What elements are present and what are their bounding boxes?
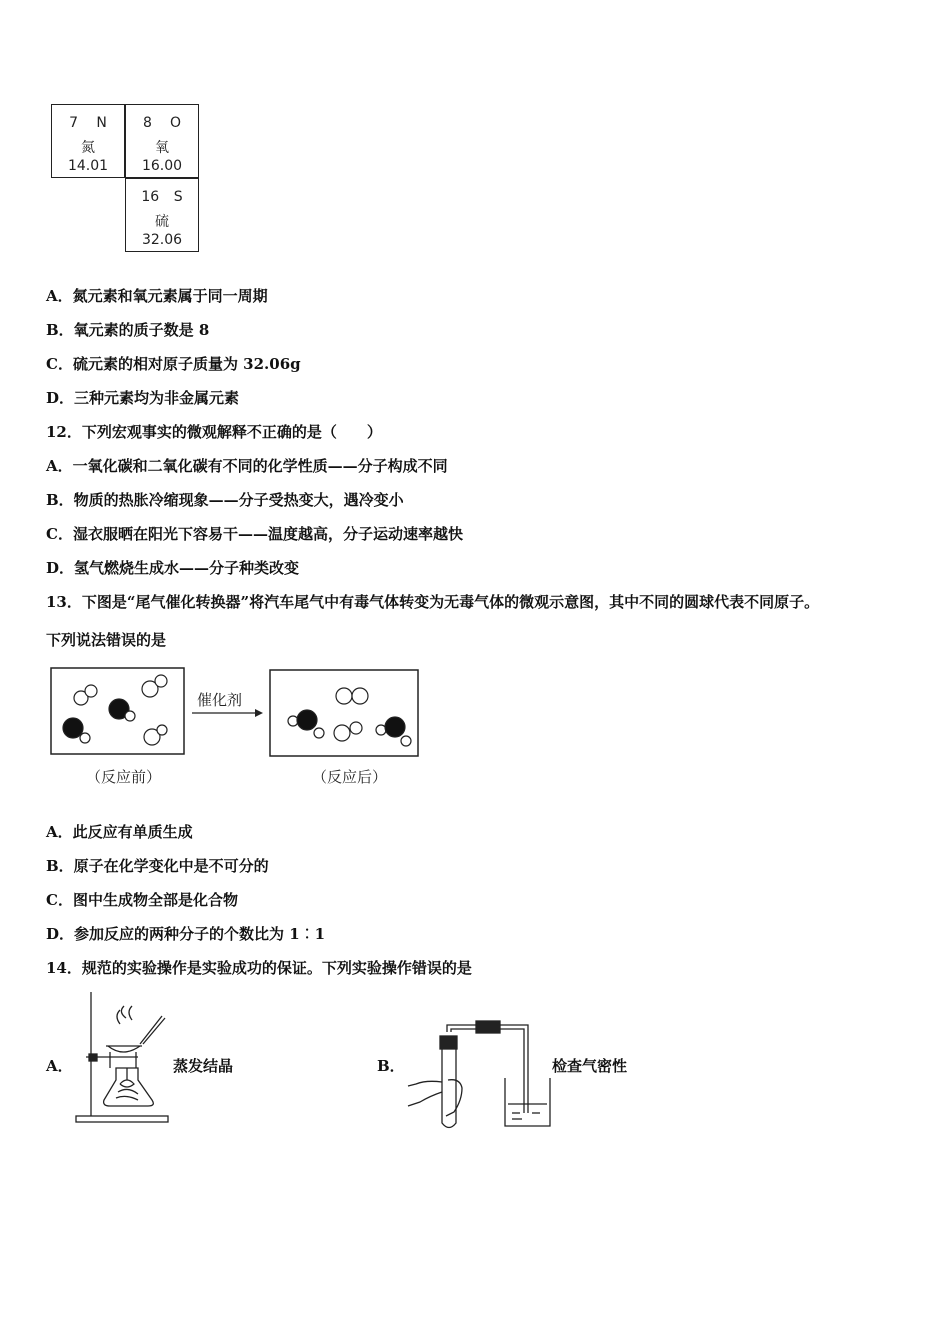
q12-stem: 12．下列宏观事实的微观解释不正确的是（ ） — [46, 423, 382, 441]
q11-option-c: C．硫元素的相对原子质量为 32.06g — [46, 355, 301, 373]
q14-option-b-letter: B． — [377, 1057, 405, 1075]
q13-stem-line1: 13．下图是“尾气催化转换器”将汽车尾气中有毒气体转变为无毒气体的微观示意图，其中不同的圆球代表不同原子。 — [46, 593, 820, 611]
q12-option-c: C．湿衣服晒在阳光下容易干——温度越高，分子运动速率越快 — [46, 525, 463, 543]
q12-option-d: D．氢气燃烧生成水——分子种类改变 — [46, 559, 300, 577]
element-cell-oxygen — [125, 104, 199, 178]
before-caption: （反应前） — [86, 768, 162, 786]
element-symbol: N — [96, 115, 107, 131]
q13-option-d: D．参加反应的两种分子的个数比为 1︰1 — [46, 925, 326, 943]
q11-option-d: D．三种元素均为非金属元素 — [46, 389, 240, 407]
q12-option-a: A．一氧化碳和二氧化碳有不同的化学性质——分子构成不同 — [46, 457, 448, 475]
catalyst-label: 催化剂 — [197, 691, 243, 709]
q12-option-b: B．物质的热胀冷缩现象——分子受热变大，遇冷变小 — [46, 491, 404, 509]
atomic-number: 8 — [143, 115, 152, 131]
airtightness-check-illustration — [402, 1018, 557, 1133]
after-box — [270, 670, 418, 756]
element-symbol: O — [169, 115, 181, 131]
atomic-mass: 32.06 — [141, 232, 183, 248]
q11-option-a: A．氮元素和氧元素属于同一周期 — [46, 287, 268, 305]
atomic-mass: 16.00 — [141, 158, 183, 174]
element-name: 硫 — [155, 214, 169, 230]
atomic-mass: 14.01 — [67, 158, 109, 174]
atomic-number: 16 — [141, 189, 160, 205]
element-cell-sulfur — [125, 178, 199, 252]
q14-option-a-letter: A． — [46, 1057, 73, 1075]
q14-stem: 14．规范的实验操作是实验成功的保证。下列实验操作错误的是 — [46, 959, 472, 977]
q14-option-a-label: 蒸发结晶 — [173, 1057, 234, 1075]
element-name: 氮 — [81, 140, 95, 156]
after-caption: （反应后） — [312, 768, 388, 786]
q11-option-b: B．氧元素的质子数是 8 — [46, 321, 210, 339]
q13-stem-line2: 下列说法错误的是 — [46, 631, 167, 649]
q13-option-a: A．此反应有单质生成 — [46, 823, 193, 841]
q13-option-b: B．原子在化学变化中是不可分的 — [46, 857, 269, 875]
evaporation-apparatus-illustration — [66, 988, 176, 1128]
atomic-number: 7 — [69, 115, 79, 131]
q14-option-b-label: 检查气密性 — [552, 1057, 628, 1075]
element-symbol: S — [173, 189, 183, 205]
element-name: 氧 — [155, 140, 169, 156]
q13-option-c: C．图中生成物全部是化合物 — [46, 891, 238, 909]
element-cell-nitrogen — [51, 104, 125, 178]
